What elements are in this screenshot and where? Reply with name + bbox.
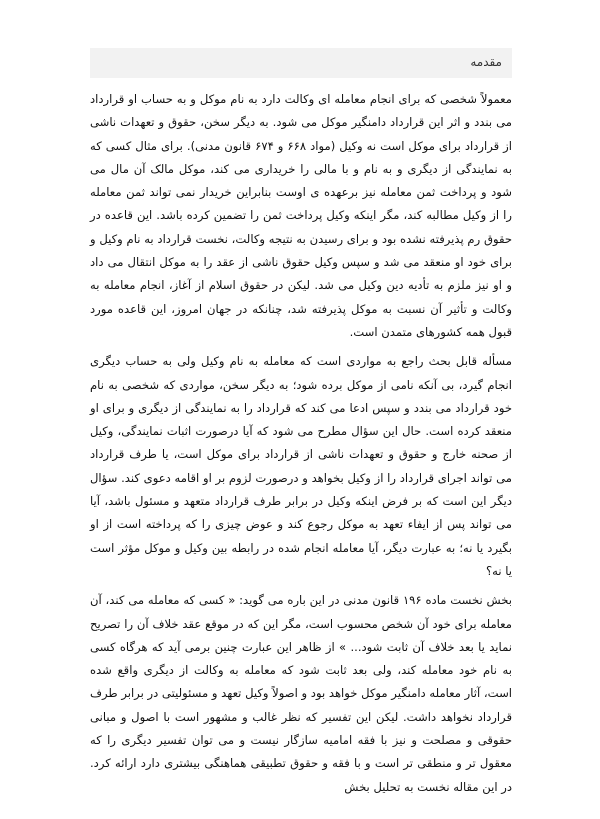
paragraph-2: مسأله قابل بحث راجع به مواردی است که معامله به نام وکیل ولی به حساب دیگری انجام گیرد، بی آنکه نامی از موکل برده شود؛ به دیگر سخن، مواردی که شخصی به نام خود قرارداد می بندد و سپس ادعا می کند که قرارداد را به نمایندگی از دیگری و برای او منعقد کرده است. حال این سؤال مطرح می شود که آیا درصورت اثبات نمایندگی، وکیل از صحنه خارج و حقوق و تعهدات ناشی از قرارداد برای موکل است، یا طرف قرارداد می تواند اجرای قرارداد را از وکیل بخواهد و درصورت لزوم بر او اقامه دعوی کند. سؤال دیگر این است که بر فرض اینکه وکیل در برابر طرف قرارداد متعهد و مسئول باشد، آیا می تواند پس از ایفاء تعهد به موکل رجوع کند و عوض چیزی را که پرداخته است از او بگیرد یا نه؛ به عبارت دیگر، آیا معامله انجام شده در رابطه بین وکیل و موکل مؤثر است یا نه؟	[90, 354, 512, 578]
paragraph-3: بخش نخست ماده ۱۹۶ قانون مدنی در این باره می گوید: « کسی که معامله می کند، آن معامله برای خود آن شخص محسوب است، مگر این که در موقع عقد خلاف آن را تصریح نماید یا بعد خلاف آن ثابت شود... » از ظاهر این عبارت چنین برمی آید که هرگاه کسی به نام خود معامله کند، ولی بعد ثابت شود که معامله به وکالت از دیگری واقع شده است، آثار معامله دامنگیر موکل خواهد بود و اصولاً وکیل تعهد و مسئولیتی در برابر طرف قرارداد نخواهد داشت. لیکن این تفسیر که نظر غالب و مشهور است با اصول و مبانی حقوقی و مصلحت و نیز با فقه امامیه سازگار نیست و می توان تفسیر دیگری را که معقول تر و منطقی تر است و با فقه و حقوق تطبیقی هماهنگی بیشتری دارد ارائه کرد. در این مقاله نخست به تحلیل بخش	[90, 593, 513, 794]
document-body	[90, 88, 512, 805]
heading-band	[90, 48, 512, 78]
section-heading: مقدمه	[470, 55, 502, 69]
paragraph-1: معمولاً شخصی که برای انجام معامله ای وکالت دارد به نام موکل و به حساب او قرارداد می بندد و اثر این قرارداد دامنگیر موکل می شود. به دیگر سخن، حقوق و تعهدات ناشی از قرارداد برای موکل است نه وکیل (مواد ۶۶۸ و ۶۷۴ قانون مدنی). برای مثال کسی که به نمایندگی از دیگری و به نام و با مالی را خریداری می کند، موکل مالک آن مال می شود و پرداخت ثمن معامله نیز برعهده ی اوست بنابراین خریدار نمی تواند ثمن معامله را از وکیل مطالبه کند، مگر اینکه وکیل پرداخت ثمن را تضمین کرده باشد. این قاعده در حقوق رم پذیرفته نشده بود و برای رسیدن به نتیجه وکالت، نخست قرارداد به نام وکیل و برای خود او منعقد می شد و سپس وکیل حقوق ناشی از عقد را به موکل انتقال می داد و او نیز ملزم به تأدیه دین وکیل می شد. لیکن در حقوق اسلام از آغاز، انجام معامله به وکالت و تأثیر آن نسبت به موکل پذیرفته شد، چنانکه در جهان امروز، این قاعده مورد قبول همه کشورهای متمدن است.	[90, 92, 512, 339]
